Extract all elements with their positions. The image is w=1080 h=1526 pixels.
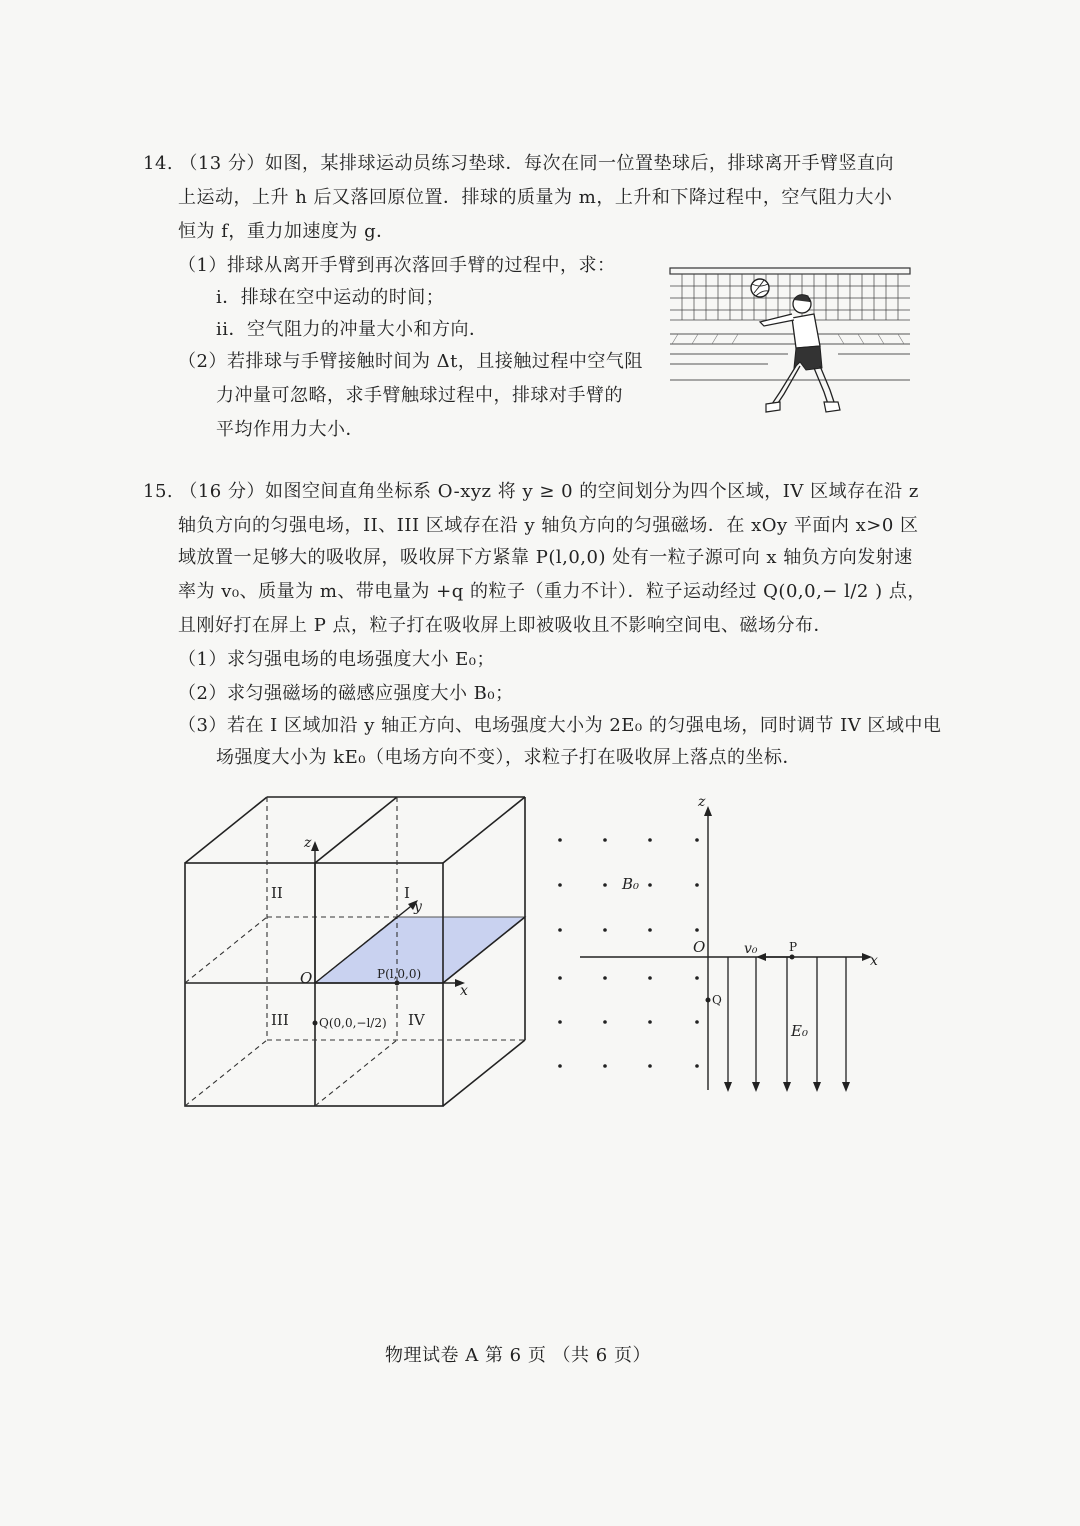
q15-sub3-line2: 场强度大小为 kE₀（电场方向不变），求粒子打在吸收屏上落点的坐标． [216,747,801,768]
q14-line2: 上运动，上升 h 后又落回原位置．排球的质量为 m，上升和下降过程中，空气阻力大小 [178,187,893,208]
electric-field-lines [728,957,846,1086]
point-p-dot [395,981,400,986]
q14-line1: 14. （13 分）如图，某排球运动员练习垫球．每次在同一位置垫球后，排球离开手臂竖直向 [143,153,894,174]
q15-line2: 轴负方向的匀强电场，II、III 区域存在沿 y 轴负方向的匀强磁场．在 xOy 平面内 x>0 区 [178,515,919,536]
page-footer: 物理试卷 A 第 6 页 （共 6 页） [385,1345,651,1366]
q15-sub2: （2）求匀强磁场的磁感应强度大小 B₀； [178,683,514,704]
axis-x-label-2d: x [870,953,878,969]
region-3-label: III [271,1011,289,1029]
q15-sub1: （1）求匀强电场的电场强度大小 E₀； [178,649,496,670]
velocity-label: v₀ [744,941,758,957]
q15-line4: 率为 v₀、质量为 m、带电量为 +q 的粒子（重力不计）．粒子运动经过 Q(0,0,− l/2 ) 点， [178,581,926,602]
axis-z-label-2d: z [698,794,706,810]
region-2-label: II [271,884,283,902]
field-diagram [550,790,890,1100]
axis-z-label: z [304,835,312,851]
point-q-label: Q(0,0,−l/2) [319,1016,387,1030]
magnetic-field-dots [558,838,699,1068]
region-1-label: I [404,884,410,902]
point-q-label-2d: Q [712,993,722,1007]
e-field-label: E₀ [791,1022,808,1040]
q14-sub1-i: i．排球在空中运动的时间； [216,287,445,308]
q14-sub2-line3: 平均作用力大小． [216,419,364,440]
axis-x-label: x [460,983,468,999]
point-p-dot-2d [790,955,795,960]
q14-sub1: （1）排球从离开手臂到再次落回手臂的过程中，求： [178,255,616,276]
q15-line5: 且刚好打在屏上 P 点，粒子打在吸收屏上即被吸收且不影响空间电、磁场分布． [178,615,833,636]
point-q-dot-2d [706,998,711,1003]
volleyball-illustration [668,262,912,422]
point-p-label: P(l,0,0) [377,967,422,981]
axis-y-label: y [414,899,422,915]
q15-line3: 域放置一足够大的吸收屏，吸收屏下方紧靠 P(l,0,0) 处有一粒子源可向 x 轴负方向发射速 [178,547,913,568]
origin-label: O [300,969,313,987]
cube-diagram [170,785,540,1115]
b-field-label: B₀ [622,875,640,893]
q14-sub1-ii: ii．空气阻力的冲量大小和方向． [216,319,488,340]
q15-sub3-line1: （3）若在 I 区域加沿 y 轴正方向、电场强度大小为 2E₀ 的匀强电场，同时调节 IV 区域中电 [178,715,942,736]
origin-label-2d: O [693,938,706,956]
region-4-label: IV [408,1011,425,1029]
q14-sub2-line2: 力冲量可忽略，求手臂触球过程中，排球对手臂的 [216,385,623,406]
q15-line1: 15. （16 分）如图空间直角坐标系 O-xyz 将 y ≥ 0 的空间划分为四个区域，IV 区域存在沿 z [143,481,919,502]
point-q-dot [313,1021,318,1026]
point-p-label-2d: P [789,940,798,954]
q14-sub2-line1: （2）若排球与手臂接触时间为 Δt，且接触过程中空气阻 [178,351,643,372]
q14-line3: 恒为 f，重力加速度为 g． [178,221,395,242]
